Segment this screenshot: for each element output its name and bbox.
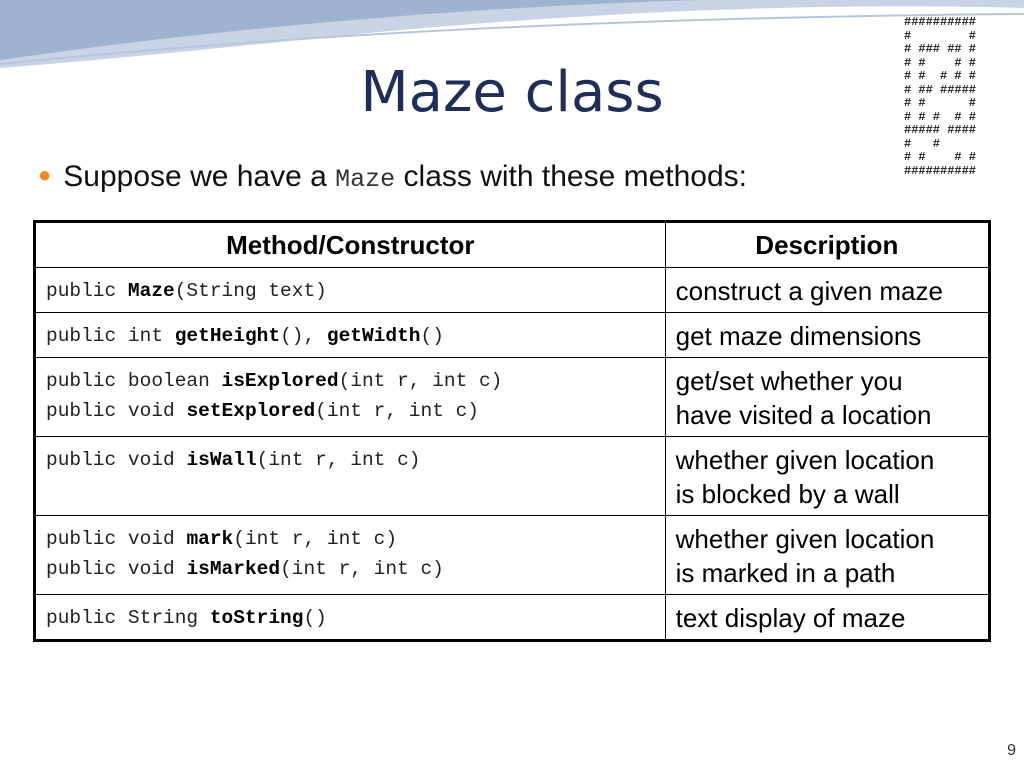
- description-cell: [665, 437, 989, 516]
- description-cell: [665, 268, 989, 313]
- method-signature-part: (int r, int c): [256, 449, 421, 471]
- method-signature-part: (int r, int c): [338, 370, 503, 392]
- method-signature: [46, 276, 659, 306]
- header-method-constructor: Method/Constructor: [35, 222, 666, 268]
- method-name: isWall: [186, 449, 257, 471]
- bullet-text-after: class with these methods:: [395, 160, 748, 193]
- method-signature-part: public: [46, 280, 128, 302]
- method-name: toString: [209, 607, 304, 629]
- page-number: 9: [1007, 742, 1016, 759]
- description-line: get maze dimensions: [675, 321, 922, 351]
- description-cell: [665, 516, 989, 595]
- method-name: setExplored: [186, 400, 316, 422]
- method-signature-part: (int r, int c): [280, 558, 444, 580]
- description-cell: [665, 358, 989, 437]
- description-line: is blocked by a wall: [675, 479, 900, 509]
- method-signature: [46, 396, 659, 426]
- bullet-text-before: Suppose we have a: [63, 160, 336, 193]
- method-signature-part: public int: [46, 325, 175, 347]
- description-line: is marked in a path: [675, 558, 896, 588]
- method-name: isMarked: [186, 558, 281, 580]
- table-body: [35, 268, 990, 641]
- method-signature: [46, 366, 659, 396]
- method-signature: [46, 603, 659, 633]
- table-row: [35, 268, 990, 313]
- method-signature-part: public boolean: [46, 370, 222, 392]
- method-cell: [35, 268, 666, 313]
- method-cell: [35, 437, 666, 516]
- description-cell: [665, 595, 989, 641]
- bullet-point: [38, 158, 747, 199]
- method-cell: [35, 358, 666, 437]
- description-cell: [665, 313, 989, 358]
- method-signature: [46, 321, 659, 351]
- table-row: [35, 437, 990, 516]
- table-row: [35, 516, 990, 595]
- method-signature-part: public void: [46, 528, 187, 550]
- method-signature: [46, 554, 659, 584]
- method-cell: [35, 595, 666, 641]
- table-row: [35, 313, 990, 358]
- method-signature-part: (String text): [174, 280, 327, 302]
- bullet-code-maze: Maze: [335, 165, 396, 194]
- method-signature: [46, 445, 659, 475]
- method-signature-part: (): [420, 325, 444, 347]
- method-name: getHeight: [174, 325, 281, 347]
- table-row: [35, 358, 990, 437]
- description-line: whether given location: [675, 524, 935, 554]
- header-description: Description: [665, 222, 989, 268]
- method-signature-part: public void: [46, 400, 187, 422]
- method-name: mark: [186, 528, 234, 550]
- method-cell: [35, 516, 666, 595]
- description-line: construct a given maze: [675, 276, 943, 306]
- maze-ascii-art: ########## # # # ### ## # # # # # # # # # # # ## ##### # # # # # # # # ##### #### # # # # # # ##########: [904, 15, 977, 178]
- table-row: [35, 595, 990, 641]
- method-signature-part: public void: [46, 558, 187, 580]
- bullet-dot-icon: ●: [38, 162, 52, 187]
- method-name: Maze: [127, 280, 175, 302]
- method-signature-part: public String: [46, 607, 210, 629]
- method-name: isExplored: [221, 370, 339, 392]
- description-line: have visited a location: [675, 400, 932, 430]
- method-signature-part: (): [303, 607, 327, 629]
- description-line: get/set whether you: [675, 366, 903, 396]
- method-signature-part: (),: [280, 325, 327, 347]
- method-signature-part: (int r, int c): [233, 528, 398, 550]
- method-signature-part: public void: [46, 449, 187, 471]
- slide-title: Maze class: [360, 60, 664, 125]
- method-cell: [35, 313, 666, 358]
- description-line: text display of maze: [675, 603, 906, 633]
- table-header-row: [35, 222, 990, 268]
- methods-table: [33, 220, 991, 642]
- method-name: getWidth: [326, 325, 421, 347]
- method-signature-part: (int r, int c): [315, 400, 479, 422]
- description-line: whether given location: [675, 445, 935, 475]
- method-signature: [46, 524, 659, 554]
